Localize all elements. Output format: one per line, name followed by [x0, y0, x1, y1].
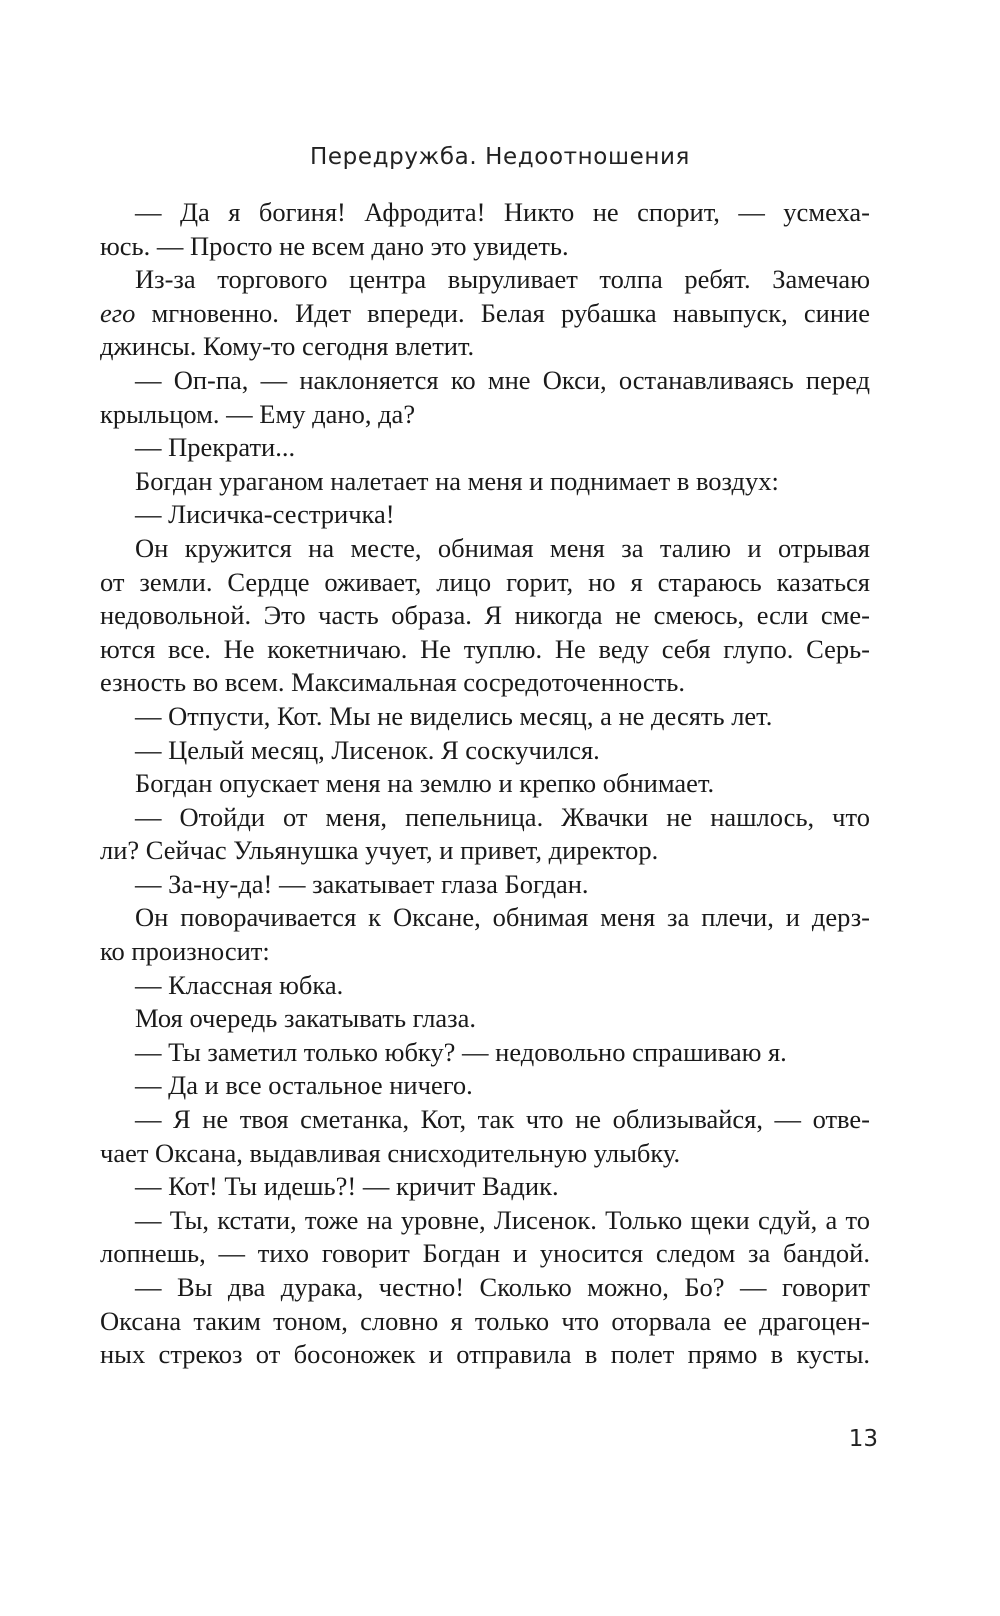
text-line: — Классная юбка.: [135, 969, 344, 1000]
text-line: юсь. — Просто не всем дано это увидеть.: [100, 230, 569, 261]
text-line: ных стрекоз от босоножек и отправила в полет прямо в кусты.: [100, 1339, 870, 1370]
text-line: — Отойди от меня, пепельница. Жвачки не нашлось, что: [135, 801, 870, 832]
text-line: — Ты, кстати, тоже на уровне, Лисенок. Только щеки сдуй, а то: [135, 1204, 870, 1235]
text-line: Оксана таким тоном, словно я только что оторвала ее драгоцен-: [100, 1305, 870, 1336]
text-line: ются все. Не кокетничаю. Не туплю. Не веду себя глупо. Серь-: [100, 633, 870, 664]
page-number: 13: [848, 1426, 878, 1452]
text-line: Он кружится на месте, обнимая меня за талию и отрывая: [135, 532, 870, 563]
text-line: его мгновенно. Идет впереди. Белая рубашка навыпуск, синие: [100, 297, 870, 328]
text-line: ли? Сейчас Ульянушка учует, и привет, директор.: [100, 835, 659, 866]
text-line: недовольной. Это часть образа. Я никогда не смеюсь, если сме-: [100, 600, 870, 631]
text-line: Он поворачивается к Оксане, обнимая меня за плечи, и дерз-: [135, 902, 870, 933]
body-text: [100, 196, 870, 1372]
running-head: Передружба. Недоотношения: [310, 144, 690, 170]
text-line: Моя очередь закатывать глаза.: [135, 1003, 477, 1034]
text-line: от земли. Сердце оживает, лицо горит, но я стараюсь казаться: [100, 566, 870, 597]
text-line: Из-за торгового центра выруливает толпа ребят. Замечаю: [135, 264, 870, 295]
text-line: — Ты заметил только юбку? — недовольно спрашиваю я.: [135, 1036, 787, 1067]
text-line: — Да я богиня! Афродита! Никто не спорит, — усмеха-: [135, 197, 870, 227]
text-line: Богдан ураганом налетает на меня и поднимает в воздух:: [135, 465, 779, 496]
text-line: Богдан опускает меня на землю и крепко обнимает.: [135, 768, 715, 799]
text-line: — Прекрати...: [135, 432, 296, 463]
text-line: езность во всем. Максимальная сосредоточенность.: [100, 667, 685, 698]
text-line: крыльцом. — Ему дано, да?: [100, 398, 416, 429]
text-line: — Кот! Ты идешь?! — кричит Вадик.: [135, 1171, 559, 1202]
text-line: джинсы. Кому-то сегодня влетит.: [100, 331, 475, 362]
text-line: — За-ну-да! — закатывает глаза Богдан.: [135, 868, 589, 899]
text-line: ко произносит:: [100, 936, 270, 967]
text-line: — Я не твоя сметанка, Кот, так что не облизывайся, — отве-: [135, 1104, 870, 1135]
text-line: — Целый месяц, Лисенок. Я соскучился.: [135, 734, 600, 765]
text-line: — Лисичка-сестричка!: [135, 499, 395, 530]
text-line: — Вы два дурака, честно! Сколько можно, Бо? — говорит: [135, 1272, 870, 1302]
text-line: — Да и все остальное ничего.: [135, 1070, 473, 1101]
text-line: чает Оксана, выдавливая снисходительную улыбку.: [100, 1137, 681, 1168]
emphasis: его: [100, 297, 136, 328]
text-line: лопнешь, — тихо говорит Богдан и уносится следом за бандой.: [100, 1238, 870, 1269]
text-line: — Отпусти, Кот. Мы не виделись месяц, а не десять лет.: [135, 700, 773, 731]
text-line: — Оп-па, — наклоняется ко мне Окси, останавливаясь перед: [135, 364, 870, 395]
